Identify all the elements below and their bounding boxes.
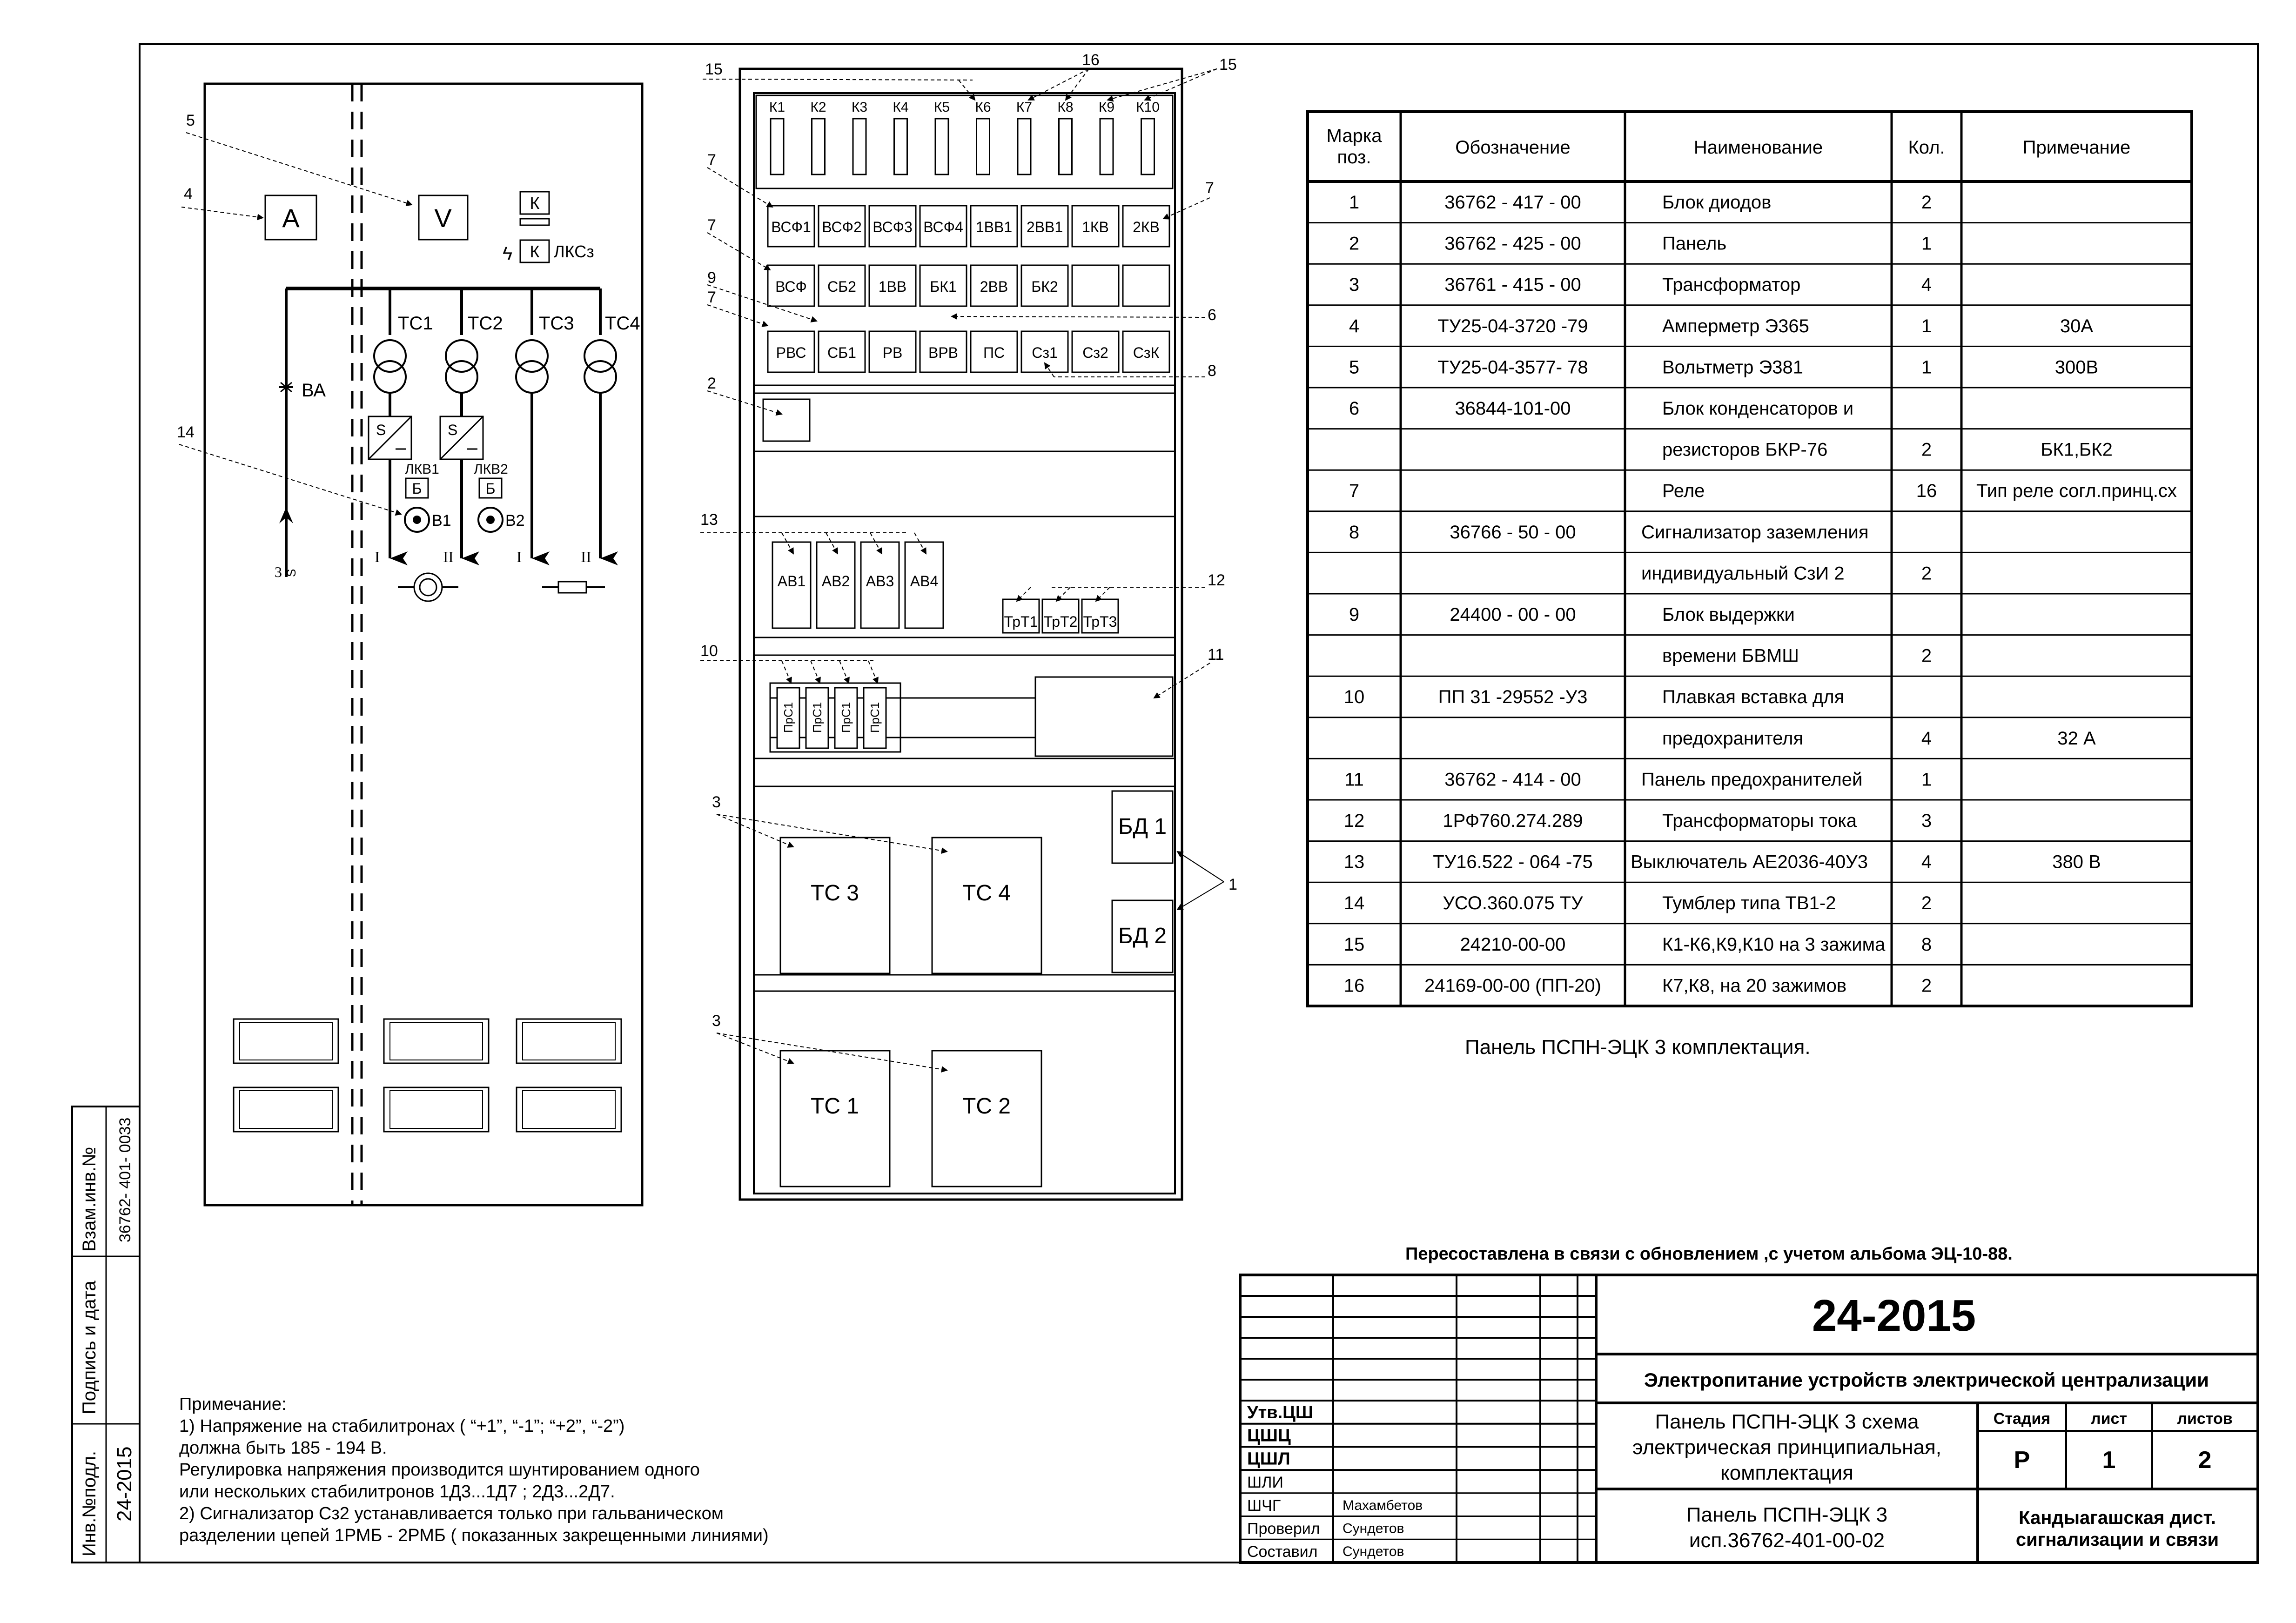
terminal-label: К2 [810, 100, 826, 115]
title-block-role: ШЧГ [1247, 1496, 1281, 1515]
diode-blocks [1112, 791, 1173, 972]
terminal-label: К9 [1098, 100, 1115, 115]
lamp-symbol-icon [398, 573, 458, 601]
relay-label: 2ВВ [980, 278, 1008, 295]
relay-label: ВСФ3 [873, 219, 913, 235]
z-label: 3 [275, 563, 282, 580]
terminal-block [935, 119, 948, 174]
v2-label: В2 [505, 512, 525, 530]
title-block-name: Сундетов [1343, 1521, 1404, 1536]
stamp-label-podpis: Подпись и дата [79, 1281, 100, 1415]
relay-label: Сз1 [1032, 344, 1058, 361]
sheet-label: лист [2090, 1410, 2128, 1428]
ba-label: ВА [302, 380, 326, 401]
terminal-block [771, 119, 784, 174]
table-cell: 36762 - 414 - 00 [1444, 769, 1581, 790]
table-cell: 24400 - 00 - 00 [1450, 604, 1576, 625]
table-cell: индивидуальный СзИ 2 [1641, 563, 1845, 584]
project-title: Электропитание устройств электрической централизации [1644, 1369, 2209, 1391]
table-cell: 2 [1921, 439, 1932, 460]
callout-7b: 7 [1205, 179, 1214, 197]
stamp-label-vzam: Взам.инв.№ [79, 1147, 100, 1252]
stamp-label-inv: Инв.№подл. [79, 1451, 100, 1556]
table-cell: 1 [1921, 315, 1932, 336]
sheet-value: 1 [2102, 1447, 2116, 1474]
table-cell: резисторов БКР-76 [1662, 439, 1828, 460]
rectifier-1 [369, 416, 411, 459]
relay-label: РВС [776, 344, 806, 361]
callout-11: 11 [1208, 646, 1224, 664]
doc-title-line: комплектация [1720, 1462, 1853, 1484]
relay-label: ВСФ2 [822, 219, 862, 235]
relay-label: РВ [882, 344, 903, 361]
table-cell: Тип реле согл.принц.сх [1976, 481, 2177, 502]
table-cell: 11 [1344, 769, 1364, 790]
table-cell: УСО.360.075 ТУ [1443, 893, 1583, 914]
transformer-box-label: ТС 3 [810, 881, 859, 905]
table-cell: 30А [2060, 315, 2094, 336]
callout-7a: 7 [707, 151, 716, 169]
diode-block-label: БД 2 [1118, 924, 1167, 948]
out-label-4: II [581, 549, 591, 566]
relay-label: БК1 [930, 278, 957, 295]
table-cell: 36761 - 415 - 00 [1444, 275, 1581, 295]
table-cell: 5 [1349, 357, 1360, 378]
callout-7c: 7 [707, 216, 716, 234]
callout-3b: 3 [712, 1012, 721, 1030]
k-label-top: К [530, 194, 540, 213]
panel-2-box [763, 399, 810, 441]
relay-label: ВСФ1 [771, 219, 811, 235]
table-cell: 1 [1349, 192, 1360, 213]
callout-16: 16 [1082, 51, 1100, 69]
v1-label: В1 [432, 512, 451, 530]
table-cell: ТУ25-04-3720 -79 [1437, 315, 1588, 336]
title-block-role: ШЛИ [1247, 1474, 1283, 1492]
relay-label: 2КВ [1133, 219, 1160, 235]
relay-slot [1072, 265, 1119, 306]
table-cell: 9 [1349, 604, 1360, 625]
callout-3a: 3 [712, 793, 721, 811]
table-cell: 2 [1349, 233, 1360, 254]
fuse-label: ПрС1 [868, 702, 882, 733]
doc-number-line: Панель ПСПН-ЭЦК 3 [1686, 1503, 1888, 1526]
ammeter-label: A [282, 203, 300, 233]
transformer-tc3 [516, 288, 548, 393]
lkv1-label: ЛКВ1 [405, 462, 439, 477]
side-stamp [72, 1107, 140, 1563]
fuse-block [770, 661, 1173, 756]
table-cell: К1-К6,К9,К10 на 3 зажима [1662, 934, 1886, 955]
table-cell: 8 [1349, 522, 1360, 543]
table-cell: Блок диодов [1662, 192, 1772, 213]
callout-7d: 7 [707, 288, 716, 306]
table-cell: 24210-00-00 [1460, 934, 1566, 955]
sheets-label: листов [2177, 1410, 2233, 1428]
table-cell: предохранителя [1662, 728, 1804, 749]
table-cell: 13 [1343, 852, 1365, 872]
terminal-label: К5 [933, 100, 950, 115]
header-note: Примечание [2022, 137, 2131, 158]
title-block-role: ЦШЛ [1247, 1449, 1290, 1469]
b-box-2: Б [485, 480, 496, 497]
table-cell: Вольтметр Э381 [1662, 357, 1804, 378]
terminal-block [894, 119, 907, 174]
table-cell: 3 [1921, 811, 1932, 831]
terminal-block [1141, 119, 1155, 174]
table-cell: 2 [1921, 975, 1932, 996]
relay-label: ВРВ [928, 344, 959, 361]
table-cell: Выключатель АЕ2036-40У3 [1631, 852, 1868, 872]
current-transformer-label: ТрТ2 [1043, 613, 1078, 630]
fuse-holders [234, 1019, 621, 1132]
tc1-label: ТС1 [398, 313, 433, 334]
terminal-label: К6 [975, 100, 991, 115]
terminal-block [1059, 119, 1072, 174]
table-cell: Плавкая вставка для [1662, 687, 1845, 708]
table-cell: ТУ25-04-3577- 78 [1437, 357, 1588, 378]
notes [179, 1395, 769, 1545]
table-cell: Блок выдержки [1662, 604, 1795, 625]
notes-title: Примечание: [179, 1395, 287, 1414]
terminal-label: К1 [769, 100, 785, 115]
lightning-icon: ϟ [503, 243, 513, 264]
rectifier-2 [440, 416, 483, 459]
doc-title-line: электрическая принципиальная, [1632, 1436, 1941, 1459]
table-cell: 15 [1343, 934, 1365, 955]
tc4-label: ТС4 [605, 313, 640, 334]
out-label-1: I [375, 549, 380, 566]
callout-8: 8 [1208, 362, 1216, 380]
notes-line: разделении цепей 1РМБ - 2РМБ ( показанных закрещенными линиями) [179, 1526, 769, 1545]
terminal-label: К10 [1136, 100, 1160, 115]
lks-label: ЛКСз [554, 242, 594, 261]
table-cell: 16 [1343, 975, 1365, 996]
relay-label: БК2 [1031, 278, 1058, 295]
callout-14: 14 [177, 423, 195, 441]
specification-table [1308, 112, 2192, 1006]
transformer-box [932, 838, 1041, 973]
table-cell: 8 [1921, 934, 1932, 955]
terminal-label: К4 [893, 100, 909, 115]
table-cell: 12 [1343, 811, 1365, 831]
out-label-2: II [443, 549, 454, 566]
table-cell: 36844-101-00 [1455, 398, 1571, 419]
current-transformers [1003, 587, 1118, 633]
right-panel [700, 51, 1237, 1200]
tc2-label: ТС2 [468, 313, 503, 334]
doc-number-line: исп.36762-401-00-02 [1689, 1529, 1885, 1552]
document-code: 24-2015 [1812, 1291, 1976, 1341]
terminal-block [812, 119, 825, 174]
callout-15a: 15 [705, 60, 723, 78]
fuse-panel-11 [1035, 677, 1173, 756]
transformer-boxes [780, 838, 1041, 1187]
table-cell: 4 [1921, 275, 1932, 295]
spec-table-caption: Панель ПСПН-ЭЦК 3 комплектация. [1465, 1036, 1811, 1059]
table-cell: 2 [1921, 563, 1932, 584]
relay-label: Сз2 [1082, 344, 1108, 361]
relay-label: 1ВВ [878, 278, 907, 295]
table-cell: 3 [1349, 275, 1360, 295]
table-cell: 36766 - 50 - 00 [1450, 522, 1576, 543]
transformer-box [780, 1051, 890, 1187]
breaker-label: АВ3 [866, 573, 894, 590]
current-transformer-label: ТрТ3 [1083, 613, 1117, 630]
stamp-value-inv: 24-2015 [113, 1446, 136, 1522]
breaker-label: АВ2 [821, 573, 850, 590]
terminal-block [1100, 119, 1113, 174]
transformer-box-label: ТС 4 [962, 881, 1011, 905]
table-cell: 16 [1916, 481, 1937, 502]
callout-9: 9 [707, 269, 716, 287]
header-designation: Обозначение [1455, 137, 1571, 158]
out-label-3: I [517, 549, 522, 566]
voltmeter-label: V [434, 203, 452, 233]
organization-line: Кандыагашская дист. [2019, 1508, 2216, 1528]
title-block-role: Проверил [1247, 1520, 1320, 1538]
title-block-role: Утв.ЦШ [1247, 1403, 1314, 1422]
relay-label: ПС [983, 344, 1005, 361]
notes-line: или нескольких стабилитронов 1Д3...1Д7 ; 2Д3...2Д7. [179, 1482, 615, 1502]
transformer-box-label: ТС 2 [962, 1094, 1011, 1119]
table-cell: 7 [1349, 481, 1360, 502]
notes-line: Регулировка напряжения производится шунтированием одного [179, 1460, 700, 1480]
current-transformer-label: ТрТ1 [1004, 613, 1038, 630]
table-cell: Трансформатор [1662, 275, 1801, 295]
table-cell: времени БВМШ [1662, 645, 1799, 666]
breakers-ab [772, 533, 943, 628]
table-cell: Панель предохранителей [1641, 769, 1863, 790]
transformer-tc4 [584, 288, 616, 393]
title-block-role: ЦШЦ [1247, 1426, 1291, 1446]
terminal-label: К3 [851, 100, 868, 115]
notes-line: 1) Напряжение на стабилитронах ( “+1”, “-1”; “+2”, “-2”) [179, 1416, 625, 1436]
table-cell: К7,К8, на 20 зажимов [1662, 975, 1847, 996]
title-block-name: Махамбетов [1343, 1497, 1423, 1513]
table-cell: Тумблер типа ТВ1-2 [1662, 893, 1836, 914]
table-cell: 2 [1921, 192, 1932, 213]
stamp-value-vzam: 36762- 401- 0033 [116, 1117, 134, 1242]
svg-text:S: S [376, 422, 386, 438]
table-cell: Сигнализатор заземления [1641, 522, 1869, 543]
table-cell: 14 [1343, 893, 1365, 914]
table-cell: 1 [1921, 233, 1932, 254]
notes-line: должна быть 185 - 194 В. [179, 1438, 387, 1458]
table-cell: 36762 - 417 - 00 [1444, 192, 1581, 213]
callout-12: 12 [1208, 571, 1225, 589]
transformer-box [932, 1051, 1041, 1187]
title-block [1240, 1275, 2258, 1563]
terminal-label: К8 [1057, 100, 1074, 115]
callout-5: 5 [186, 112, 195, 129]
callout-4: 4 [184, 185, 193, 203]
table-cell: 2 [1921, 645, 1932, 666]
table-cell: Блок конденсаторов и [1662, 398, 1854, 419]
relay-label: ВСФ4 [923, 219, 963, 235]
table-cell: 300В [2054, 357, 2099, 378]
transformer-tc2 [446, 288, 477, 393]
stage-label: Стадия [1993, 1410, 2051, 1428]
table-cell: Реле [1662, 481, 1705, 502]
table-cell: 32 А [2057, 728, 2096, 749]
table-cell: 4 [1921, 728, 1932, 749]
terminal-block [977, 119, 990, 174]
title-block-name: Сундетов [1343, 1544, 1404, 1560]
relay-label: СзК [1133, 344, 1160, 361]
breaker-label: АВ1 [777, 573, 806, 590]
lkv2-label: ЛКВ2 [474, 462, 508, 477]
callout-2: 2 [707, 375, 716, 392]
callout-1: 1 [1229, 876, 1237, 893]
table-cell: 24169-00-00 (ПП-20) [1424, 975, 1601, 996]
header-qty: Кол. [1908, 137, 1945, 158]
table-cell: 4 [1349, 315, 1360, 336]
left-panel [177, 84, 642, 1205]
relay-label: 1КВ [1082, 219, 1109, 235]
organization-line: сигнализации и связи [2015, 1529, 2219, 1550]
terminal-block [1018, 119, 1031, 174]
relay-slot [1123, 265, 1169, 306]
breaker-label: АВ4 [910, 573, 939, 590]
table-cell: 1 [1921, 357, 1932, 378]
table-cell: 2 [1921, 893, 1932, 914]
fuse-label: ПрС1 [810, 702, 824, 733]
table-cell: Амперметр Э365 [1662, 315, 1809, 336]
callout-6: 6 [1208, 306, 1216, 324]
diode-block-label: БД 1 [1118, 814, 1167, 839]
table-cell: БК1,БК2 [2041, 439, 2113, 460]
table-cell: 4 [1921, 852, 1932, 872]
table-cell: 36762 - 425 - 00 [1444, 233, 1581, 254]
relay-label: СБ1 [827, 344, 856, 361]
table-cell: ПП 31 -29552 -У3 [1438, 687, 1588, 708]
table-cell: Панель [1662, 233, 1727, 254]
terminal-label: К7 [1016, 100, 1033, 115]
header-mark: Марка поз. [1326, 126, 1382, 168]
revision-note: Пересоставлена в связи с обновлением ,с учетом альбома ЭЦ-10-88. [1405, 1244, 2013, 1264]
table-cell: Трансформаторы тока [1662, 811, 1857, 831]
table-cell: 1РФ760.274.289 [1443, 811, 1583, 831]
relay-rows [768, 206, 1169, 372]
svg-text:S: S [448, 422, 458, 438]
tc3-label: ТС3 [539, 313, 574, 334]
fuse-label: ПрС1 [781, 702, 795, 733]
title-block-role: Составил [1247, 1543, 1318, 1561]
stage-value: Р [2014, 1447, 2030, 1474]
transformer-box-label: ТС 1 [810, 1094, 859, 1119]
terminal-k-row [756, 95, 1173, 188]
terminal-block [853, 119, 866, 174]
relay-label: 1ВВ1 [975, 219, 1013, 235]
callout-10: 10 [700, 642, 718, 660]
table-cell: 10 [1343, 687, 1365, 708]
sheets-value: 2 [2198, 1447, 2212, 1474]
header-name: Наименование [1693, 137, 1823, 158]
transformer-box [780, 838, 890, 973]
doc-title-line: Панель ПСПН-ЭЦК 3 схема [1655, 1410, 1919, 1433]
fuse-label: ПрС1 [839, 702, 853, 733]
resistor-symbol-icon [542, 582, 605, 593]
table-cell: 6 [1349, 398, 1360, 419]
table-cell: ТУ16.522 - 064 -75 [1433, 852, 1593, 872]
relay-label: СБ2 [827, 278, 856, 295]
notes-line: 2) Сигнализатор Сз2 устанавливается только при гальваническом [179, 1504, 724, 1523]
callout-15b: 15 [1219, 56, 1237, 74]
relay-label: ВСФ [775, 278, 807, 295]
table-cell: 1 [1921, 769, 1932, 790]
callout-13: 13 [700, 511, 718, 529]
relay-label: 2ВВ1 [1026, 219, 1063, 235]
b-box-1: Б [412, 480, 422, 497]
s-label: S [284, 569, 298, 577]
k-label-bottom: К [530, 242, 540, 261]
table-cell: 380 В [2052, 852, 2101, 872]
transformer-tc1 [374, 288, 406, 393]
